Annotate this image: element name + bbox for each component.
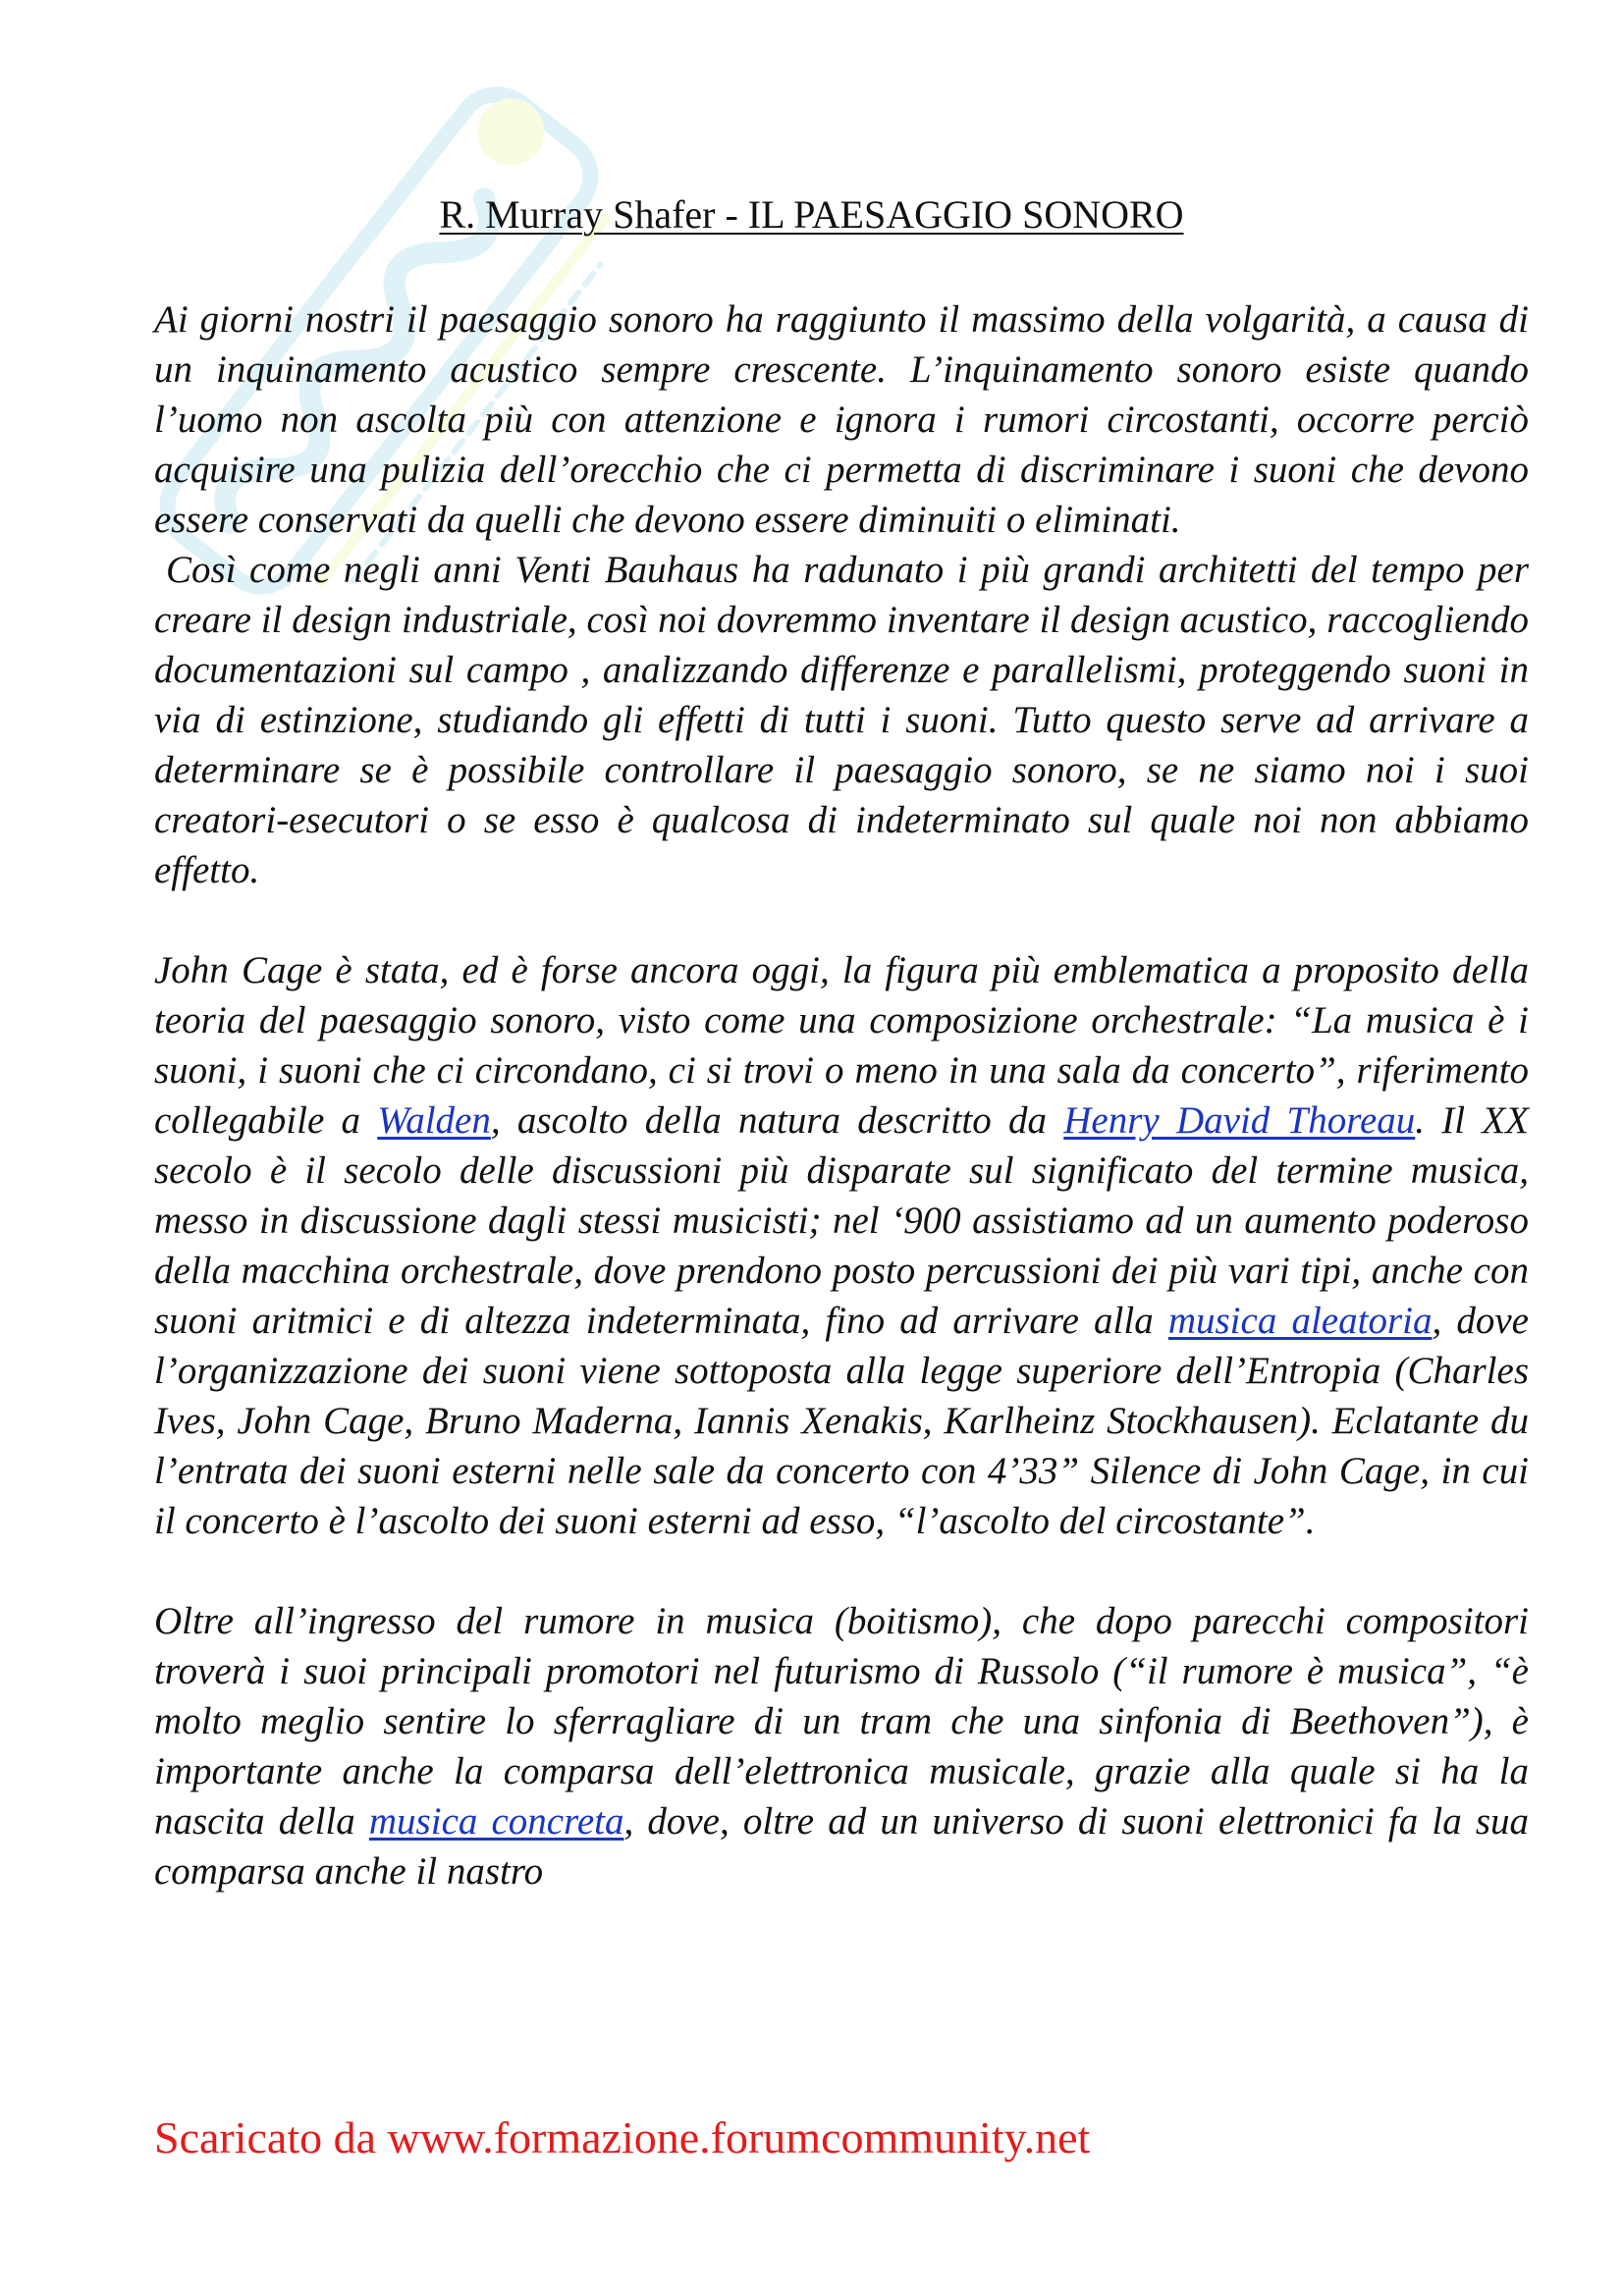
page-title: R. Murray Shafer - IL PAESAGGIO SONORO (439, 192, 1184, 237)
paragraph-noise-in-music: Oltre all’ingresso del rumore in musica (boitismo), che dopo parecchi compositori troverà i suoi principali promotori nel futurismo di Russolo (“il rumore è musica”, “è molto meglio sentire lo sferragliare di un tram che una sinfonia di Beethoven”), è importante anche la comparsa dell’elettronica musicale, grazie alla quale si ha la nascita della musica concreta, dove, oltre ad un universo di suoni elettronici fa la sua comparsa anche il nastro (154, 1600, 1530, 1893)
paragraph-john-cage: John Cage è stata, ed è forse ancora oggi, la figura più emblematica a proposito della teoria del paesaggio sonoro, visto come una composizione orchestrale: “La musica è i suoni, i suoni che ci circondano, ci si trovi o meno in una sala da concerto”, riferimento collegabile a Walden, ascolto della natura descritto da Henry David Thoreau. Il XX secolo è il secolo delle discussioni più disparate sul significato del termine musica, messo in discussione dagli stessi musicisti; nel ‘900 assistiamo ad un aumento poderoso della macchina orchestrale, dove prendono posto percussioni dei più vari tipi, anche con suoni aritmici e di altezza indeterminata, fino ad arrivare alla musica aleatoria, dove l’organizzazione dei suoni viene sottoposta alla legge superiore dell’Entropia (Charles Ives, John Cage, Bruno Maderna, Iannis Xenakis, Karlheinz Stockhausen). Eclatante du l’entrata dei suoni esterni nelle sale da concerto con 4’33” Silence di John Cage, in cui il concerto è l’ascolto dei suoni esterni ad esso, “l’ascolto del circostante”. (154, 949, 1529, 1542)
link-musica-concreta[interactable]: musica concreta (368, 1800, 624, 1842)
link-musica-aleatoria[interactable]: musica aleatoria (1167, 1300, 1433, 1342)
link-walden[interactable]: Walden (377, 1099, 491, 1142)
link-henry-david-thoreau[interactable]: Henry David Thoreau (1063, 1099, 1416, 1142)
paragraph-acoustic-design: Così come negli anni Venti Bauhaus ha radunato i più grandi architetti del tempo per creare il design industriale, così noi dovremmo inventare il design acustico, raccogliendo documentazioni sul campo , analizzando differenze e parallelismi, proteggendo suoni in via di estinzione, studiando gli effetti di tutti i suoni. Tutto questo serve ad arrivare a determinare se è possibile controllare il paesaggio sonoro, se ne siamo noi i suoi creatori-esecutori o se esso è qualcosa di indeterminato sul quale noi non abbiamo effetto. (154, 549, 1529, 891)
download-source-footer: Scaricato da www.formazione.forumcommunity.net (154, 2112, 1091, 2163)
paragraph-noise-pollution: Ai giorni nostri il paesaggio sonoro ha raggiunto il massimo della volgarità, a causa di un inquinamento acustico sempre crescente. L’inquinamento sonoro esiste quando l’uomo non ascolta più con attenzione e ignora i rumori circostanti, occorre perciò acquisire una pulizia dell’orecchio che ci permetta di discriminare i suoni che devono essere conservati da quelli che devono essere diminuiti o eliminati. (154, 298, 1529, 541)
document-body (154, 294, 1529, 1896)
